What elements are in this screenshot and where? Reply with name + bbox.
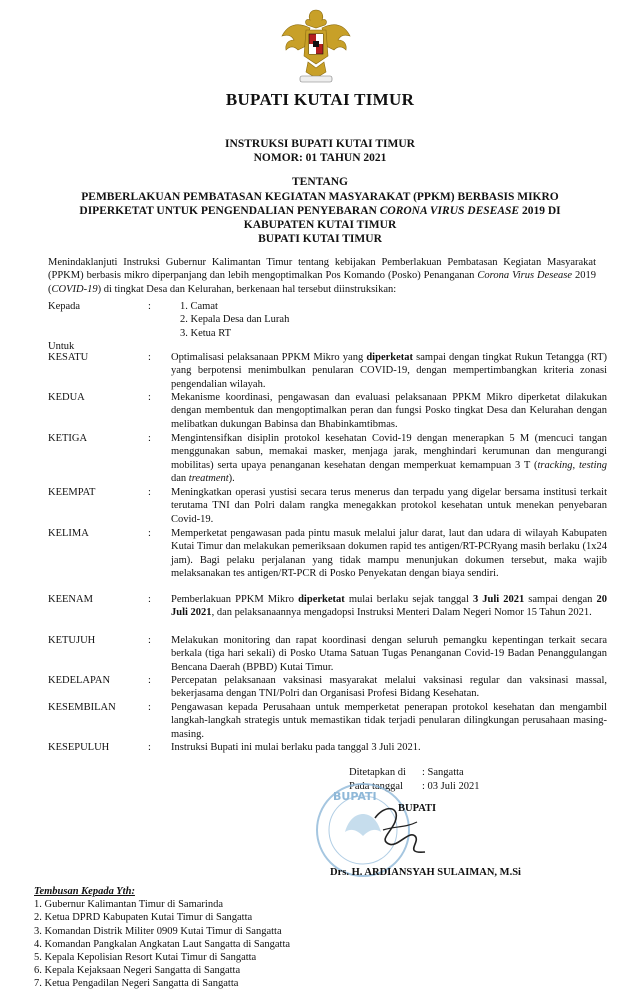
list-item: 5. Kepala Kepolisian Resort Kutai Timur di Sangatta [34, 952, 257, 964]
ditetapkan-value: : Sangatta [422, 767, 464, 778]
list-item: 3. Ketua RT [180, 327, 231, 339]
list-item: 2. Kepala Desa dan Lurah [180, 314, 290, 326]
stamp-text: BUPATI [333, 790, 377, 803]
tentang-heading: TENTANG [291, 176, 349, 188]
official-stamp-icon [305, 770, 445, 880]
garuda-emblem-icon [280, 6, 352, 86]
about-line-2: DIPERKETAT UNTUK PENGENDALIAN PENYEBARAN CORONA VIRUS DESEASE 2019 DI [79, 205, 561, 217]
about-line-1: PEMBERLAKUAN PEMBATASAN KEGIATAN MASYARAKAT (PPKM) BERBASIS MIKRO [81, 191, 559, 203]
list-item: 7. Ketua Pengadilan Negeri Sangatta di Sangatta [34, 978, 239, 990]
untuk-label: Untuk [48, 341, 75, 352]
list-item: 1. Camat [180, 301, 218, 312]
tanggal-value: : 03 Juli 2021 [422, 781, 480, 792]
instruction-title: INSTRUKSI BUPATI KUTAI TIMUR [225, 138, 415, 150]
intro-paragraph: Menindaklanjuti Instruksi Gubernur Kalimantan Timur tentang kebijakan Pemberlakuan Pembatasan Kegiatan Masyarakat (PPKM) berbasis mikro diperpanjang dan lebih mengoptimalkan Pos Komando (Posko) Penanganan Corona Virus Desease 2019 (COVID-19) di tingkat Desa dan Kelurahan, berkenaan hal tersebut diinstruksikan: [48, 257, 596, 295]
list-item: 3. Komandan Distrik Militer 0909 Kutai Timur di Sangatta [34, 925, 282, 937]
list-item: 6. Kepala Kejaksaan Negeri Sangatta di Sangatta [34, 965, 241, 977]
about-line-3: KABUPATEN KUTAI TIMUR [243, 219, 397, 231]
copies-heading: Tembusan Kepada Yth: [34, 886, 135, 897]
signatory-role: BUPATI [398, 803, 437, 814]
copies-list [34, 885, 290, 991]
list-item: 1. Gubernur Kalimantan Timur di Samarinda [34, 899, 223, 911]
list-item: 2. Ketua DPRD Kabupaten Kutai Timur di Sangatta [34, 912, 253, 924]
instruction-heading [0, 137, 640, 165]
instruction-number: NOMOR: 01 TAHUN 2021 [253, 152, 387, 164]
list-item: 4. Komandan Pangkalan Angkatan Laut Sangatta di Sangatta [34, 938, 291, 950]
kepada-list [180, 300, 289, 340]
signatory-name: Drs. H. ARDIANSYAH SULAIMAN, M.Si [330, 867, 521, 878]
about-heading [0, 190, 640, 232]
subtitle: BUPATI KUTAI TIMUR [258, 233, 382, 245]
kepada-label: Kepada [48, 301, 81, 312]
document-title: BUPATI KUTAI TIMUR [225, 90, 415, 109]
ditetapkan-label: Ditetapkan di [349, 767, 406, 778]
tanggal-label: Pada tanggal [349, 781, 403, 792]
